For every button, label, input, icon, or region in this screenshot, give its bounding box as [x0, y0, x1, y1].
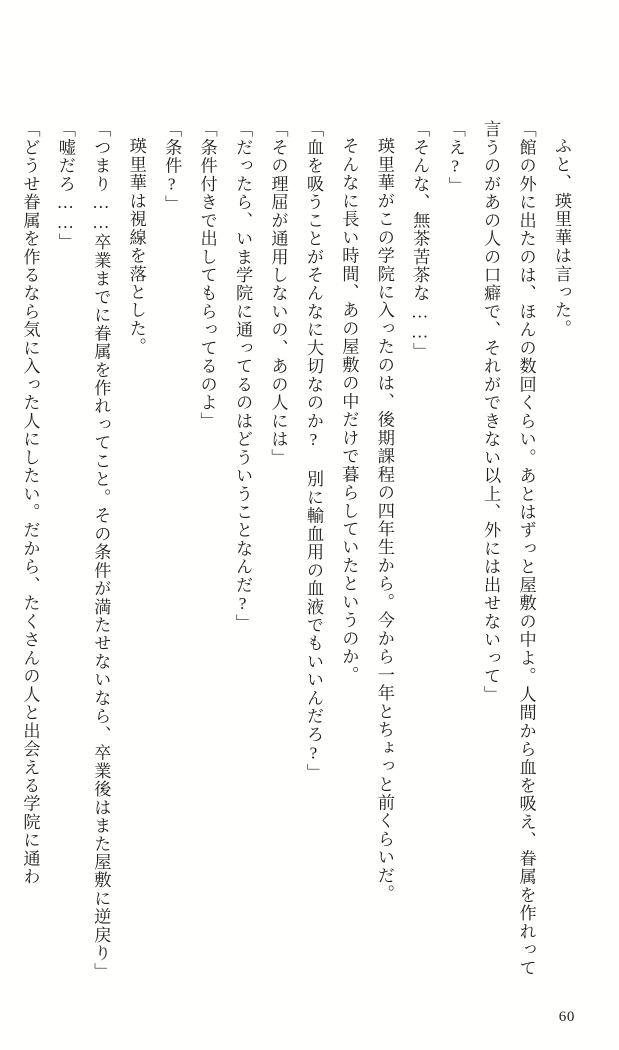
paragraph: 瑛里華がこの学院に入ったのは、後期課程の四年生から。今から一年とちょっと前くらいだ。 [374, 137, 394, 903]
paragraph: 瑛里華は視線を落とした。 [126, 137, 146, 356]
paragraph: 「つまり……卒業までに眷属を作れってこと。その条件が満たせないなら、卒業後はまた屋敷に逆戻り」 [91, 120, 111, 981]
paragraph: 「そんな、無茶苦茶な……」 [410, 120, 430, 361]
paragraph: 「館の外に出たのは、ほんの数回くらい。あとはずっと屋敷の中よ。人間から血を吸え、眷属を作れって言うのがあの人の口癖で、それができない以上、外には出せないって」 [481, 120, 536, 977]
paragraph: 「嘘だろ……」 [55, 120, 75, 252]
paragraph: 「条件?」 [162, 120, 182, 213]
page-number: 60 [558, 1009, 575, 1025]
paragraph: そんなに長い時間、あの屋敷の中だけで暮らしていたというのか。 [339, 137, 359, 685]
paragraph: 「え?」 [445, 120, 465, 195]
paragraph: 「血を吸うことがそんなに大切なのか? 別に輸血用の血液でもいいんだろ?」 [303, 120, 323, 782]
page-text-body [20, 120, 579, 990]
paragraph: 「その理屈が通用しないの、あの人には」 [268, 120, 288, 467]
paragraph: 「条件付きで出してもらってるのよ」 [197, 120, 217, 430]
paragraph: ふと、瑛里華は言った。 [552, 137, 571, 338]
paragraph: 「だったら、いま学院に通ってるのはどういうことなんだ?」 [233, 120, 253, 633]
paragraph: 「どうせ眷属を作るなら気に入った人にしたい。だから、たくさんの人と出会える学院に通わ [20, 120, 40, 886]
